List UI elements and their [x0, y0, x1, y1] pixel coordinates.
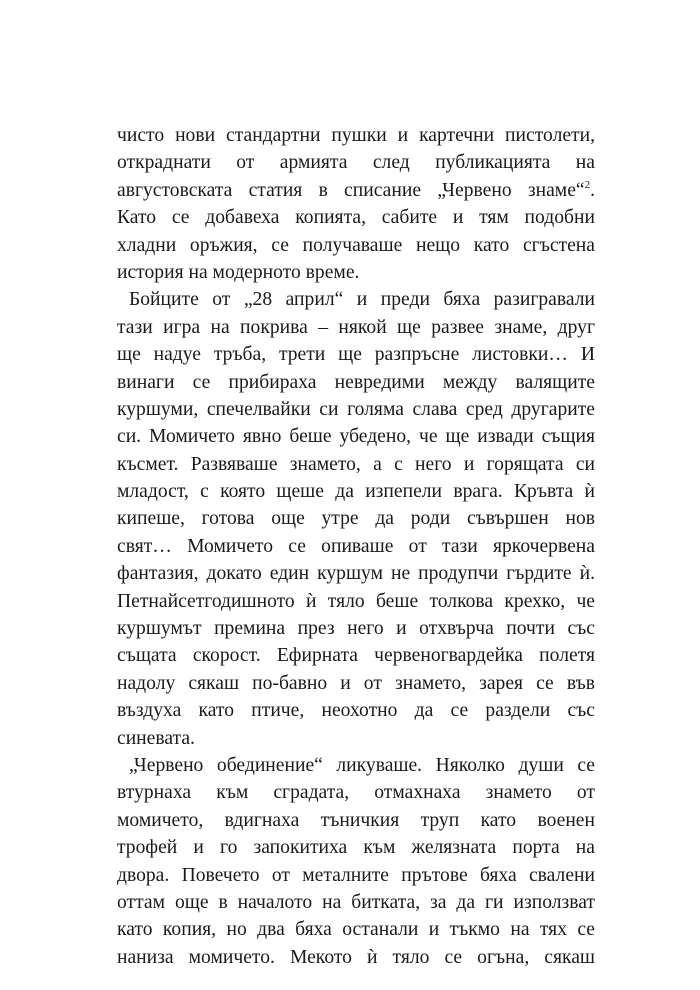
text-line: късмет. Развяваше знамето, а с него и горящата си — [117, 453, 595, 475]
text-line: двора. Повечето от металните прътове бяха свалени — [117, 864, 595, 886]
text-line: куршумът премина през него и отхвърча почти със — [117, 618, 595, 640]
paragraph — [117, 752, 595, 971]
text-line: въздуха като птиче, неохотно да се раздели със — [117, 700, 595, 722]
page-text — [117, 122, 595, 971]
text-line: откраднати от армията след публикацията на — [117, 152, 595, 174]
text-line: хладни оръжия, се получаваше нещо като сгъстена — [117, 234, 595, 256]
paragraph — [117, 122, 595, 286]
text-line: ще надуе тръба, трети ще разпръсне листовки… И — [117, 344, 595, 366]
text-line: оттам още в началото на битката, за да ги използват — [117, 891, 595, 913]
text-line: свят… Момичето се опиваше от тази яркочервена — [117, 535, 595, 557]
paragraph — [117, 286, 595, 752]
text-line: същата скорост. Ефирната червеногвардейка полетя — [117, 645, 595, 667]
text-line: винаги се прибираха невредими между валящите — [117, 371, 595, 393]
text-line: Петнайсетгодишното ѝ тяло беше толкова крехко, че — [117, 590, 595, 612]
text-line: августовската статия в списание „Червено знаме“$^2$. — [117, 178, 595, 201]
text-line: момичето, вдигнаха тъничкия труп като военен — [117, 809, 595, 831]
text-line: наниза момичето. Мекото ѝ тяло се огъна, сякаш — [117, 946, 595, 968]
text-line: Като се добавеха копията, сабите и тям подобни — [117, 207, 595, 229]
text-line: куршуми, спечелвайки си голяма слава сред другарите — [117, 398, 595, 420]
text-line: младост, с която щеше да изпепели врага. Кръвта ѝ — [117, 481, 595, 503]
text-line: фантазия, докато един куршум не продупчи гърдите ѝ. — [117, 563, 595, 585]
text-line: надолу сякаш по-бавно и от знамето, зарея се във — [117, 672, 595, 694]
text-line: чисто нови стандартни пушки и картечни пистолети, — [117, 125, 595, 146]
text-line: тази игра на покрива – някой ще развее знаме, друг — [117, 316, 595, 338]
text-line: синевата. — [117, 727, 195, 749]
text-line: кипеше, готова още утре да роди съвършен нов — [117, 508, 595, 530]
text-line: втурнаха към сградата, отмахнаха знамето от — [117, 782, 595, 804]
text-line: Бойците от „28 април“ и преди бяха разигравали — [129, 289, 595, 311]
text-line: като копия, но два бяха останали и тъкмо на тях се — [117, 919, 595, 941]
text-line: история на модерното време. — [117, 261, 360, 283]
footnote-reference[interactable]: 2 — [584, 178, 591, 191]
text-line: си. Момичето явно беше убедено, че ще извади същия — [117, 426, 595, 448]
text-line: трофей и го запокитиха към желязната порта на — [117, 837, 595, 859]
text-line: „Червено обединение“ ликуваше. Няколко души се — [129, 754, 595, 776]
